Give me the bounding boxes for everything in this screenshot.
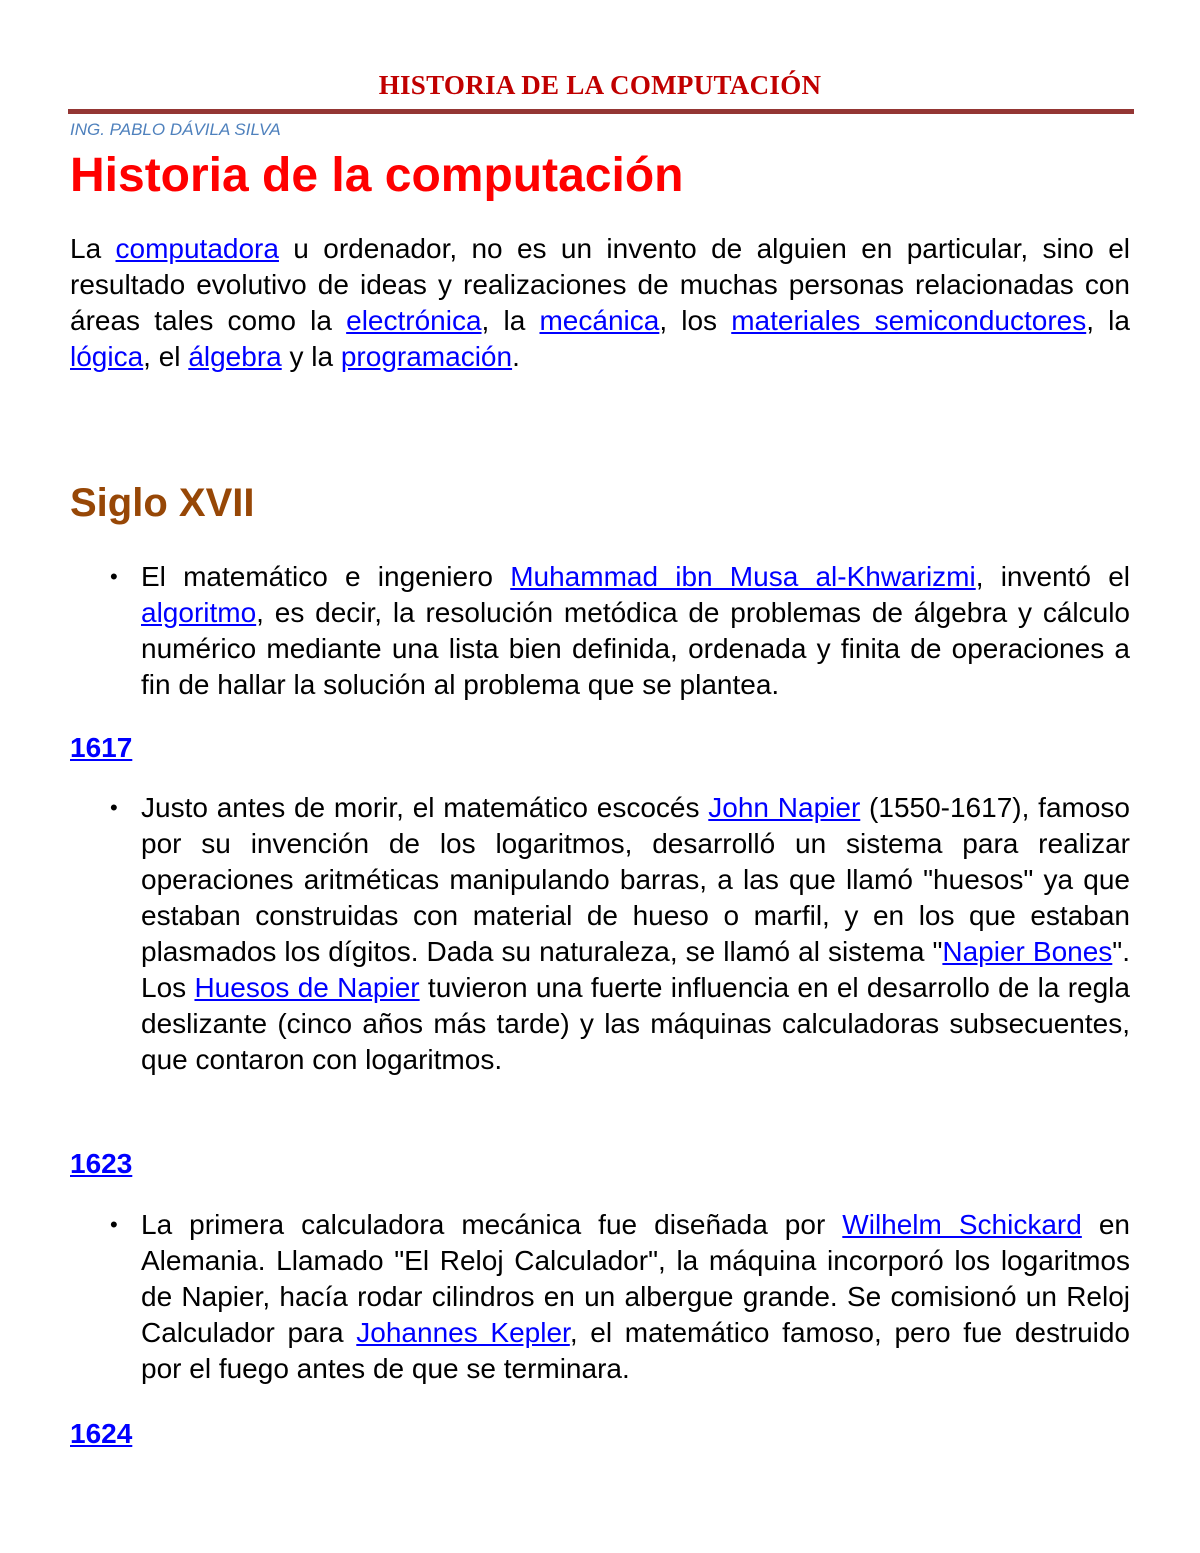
text-run: , el matemático famoso, pero fue destruido por el fuego antes de que se terminara. — [141, 1317, 1131, 1384]
link-computadora[interactable]: computadora — [115, 233, 279, 264]
bullet-marker: • — [110, 564, 118, 589]
year-link-1624[interactable]: 1624 — [70, 1418, 133, 1449]
list-item-text — [141, 559, 1130, 703]
link-programacion[interactable]: programación — [340, 341, 513, 372]
link-huesos-de-napier[interactable]: Huesos de Napier — [194, 972, 420, 1003]
text-run: tuvieron una fuerte influencia en el desarrollo de la regla deslizante (cinco años más tarde) y las máquinas calculadoras subsecuentes, que contaron con logaritmos. — [141, 972, 1130, 1075]
text-run: . — [512, 341, 520, 372]
list-item — [100, 790, 1130, 1078]
intro-paragraph — [70, 231, 1130, 375]
text-run: en Alemania. Llamado "El Reloj Calculador", la máquina incorporó los logaritmos de Napier, hacía rodar cilindros en un albergue grande. Se comisionó un Reloj Calculador para — [141, 1209, 1130, 1348]
link-logica[interactable]: lógica — [70, 341, 144, 372]
text-run: , es decir, la resolución metódica de problemas de álgebra y cálculo numérico mediante una lista bien definida, ordenada y finita de operaciones a fin de hallar la solución al problema que se plantea. — [141, 597, 1130, 700]
text-run: La primera calculadora mecánica fue diseñada por — [141, 1209, 843, 1240]
link-napier-bones[interactable]: Napier Bones — [942, 936, 1113, 967]
section-heading: Siglo XVII — [70, 481, 255, 525]
text-run: , la — [1086, 305, 1130, 336]
link-john-napier[interactable]: John Napier — [708, 792, 861, 823]
header-divider — [68, 109, 1134, 114]
text-run: Justo antes de morir, el matemático escocés — [141, 792, 709, 823]
text-run: u ordenador, no es un invento de alguien en particular, sino el resultado evolutivo de ideas y realizaciones de muchas personas relacionadas con áreas tales como la — [70, 233, 1130, 336]
text-run: y la — [281, 341, 341, 372]
year-heading-1623 — [70, 1146, 132, 1182]
text-run: El matemático e ingeniero — [141, 561, 511, 592]
text-run: , el — [143, 341, 189, 372]
link-wilhelm-schickard[interactable]: Wilhelm Schickard — [842, 1209, 1082, 1240]
year-heading-1624 — [70, 1416, 132, 1452]
link-algebra[interactable]: álgebra — [188, 341, 282, 372]
link-electronica[interactable]: electrónica — [346, 305, 482, 336]
text-run: La — [70, 233, 116, 264]
list-item — [100, 559, 1130, 703]
link-al-khwarizmi[interactable]: Muhammad ibn Musa al-Khwarizmi — [510, 561, 976, 592]
page-title: Historia de la computación — [70, 149, 684, 202]
year-link-1617[interactable]: 1617 — [70, 732, 133, 763]
link-algoritmo[interactable]: algoritmo — [141, 597, 257, 628]
author-line: ING. PABLO DÁVILA SILVA — [70, 120, 281, 139]
text-run: ". Los — [141, 936, 1131, 1003]
text-run: , los — [659, 305, 732, 336]
year-heading-1617 — [70, 730, 132, 766]
list-item-text — [141, 1207, 1130, 1387]
text-run: (1550-1617), famoso por su invención de los logaritmos, desarrolló un sistema para realizar operaciones aritméticas manipulando barras, a las que llamó "huesos" ya que estaban construidas con material de hueso o marfil, y en los que estaban plasmados los dígitos. Dada su naturaleza, se llamó al sistema " — [141, 792, 1130, 967]
bullet-marker: • — [110, 1212, 118, 1237]
text-run: , la — [481, 305, 540, 336]
link-mecanica[interactable]: mecánica — [539, 305, 660, 336]
link-materiales-semiconductores[interactable]: materiales semiconductores — [731, 305, 1087, 336]
list-item — [100, 1207, 1130, 1387]
list-item-text — [141, 790, 1130, 1078]
bullet-marker: • — [110, 795, 118, 820]
running-header: HISTORIA DE LA COMPUTACIÓN — [378, 70, 822, 100]
link-johannes-kepler[interactable]: Johannes Kepler — [356, 1317, 570, 1348]
year-link-1623[interactable]: 1623 — [70, 1148, 133, 1179]
text-run: , inventó el — [975, 561, 1130, 592]
